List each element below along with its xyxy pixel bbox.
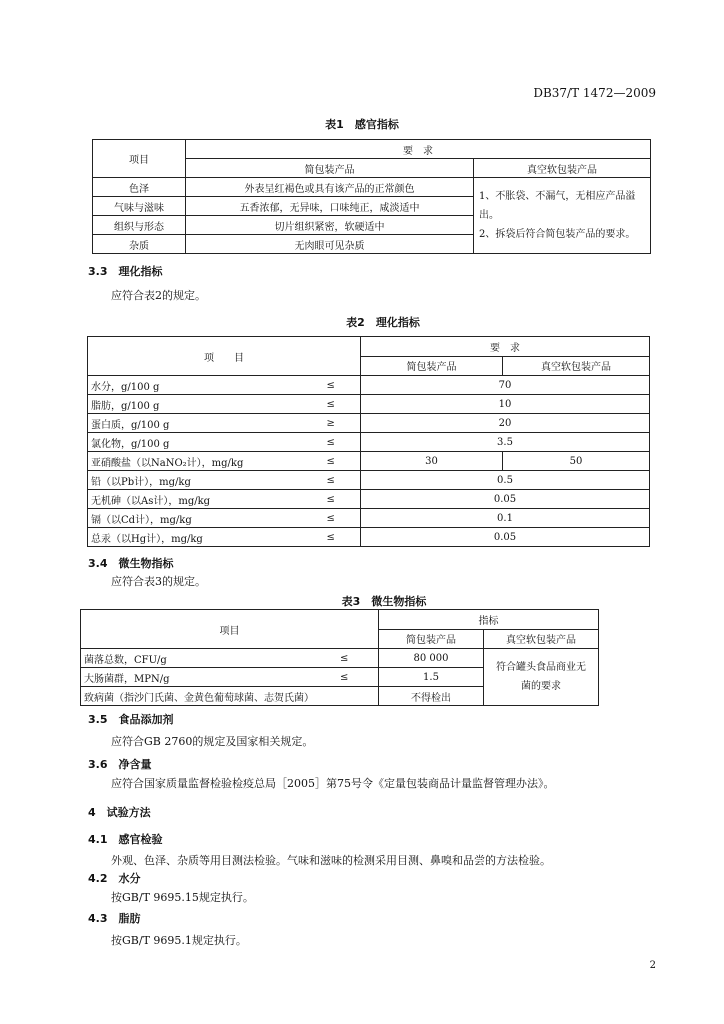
table2-physicochemical	[87, 336, 650, 547]
table2-value: 10	[361, 395, 650, 414]
table3-operator: ≤	[311, 668, 379, 687]
table3-value-can: 80 000	[379, 649, 484, 668]
table3-item: 菌落总数，CFU/g	[81, 649, 311, 668]
table2-operator: ≤	[302, 433, 361, 452]
section-4-3-text: 按GB/T 9695.1规定执行。	[111, 934, 247, 947]
table1-item: 组织与形态	[93, 216, 186, 235]
table2-value: 70	[361, 376, 650, 395]
table1-value: 切片组织紧密，软硬适中	[186, 216, 474, 235]
section-3-5-text: 应符合GB 2760的规定及国家相关规定。	[111, 735, 314, 748]
table2-value: 0.05	[361, 490, 650, 509]
table2-value-can: 30	[361, 452, 503, 471]
table3-vacuum-note: 符合罐头食品商业无菌的要求	[484, 649, 599, 706]
table1-value: 无肉眼可见杂质	[186, 235, 474, 254]
table2-operator: ≤	[302, 452, 361, 471]
section-3-4-text: 应符合表3的规定。	[111, 575, 206, 588]
table2-operator: ≤	[302, 376, 361, 395]
table2-value: 20	[361, 414, 650, 433]
section-3-3-text: 应符合表2的规定。	[111, 289, 206, 302]
table1-header-vacuum: 真空软包装产品	[474, 159, 651, 178]
table2-value: 0.5	[361, 471, 650, 490]
table1-header-requirement: 要 求	[186, 140, 651, 159]
table-row	[88, 490, 650, 509]
table1-header-item: 项目	[93, 140, 186, 178]
table1-sensory	[92, 139, 651, 254]
section-3-3-heading: 3.3 理化指标	[88, 265, 163, 278]
section-3-5-heading: 3.5 食品添加剂	[88, 713, 174, 726]
table1-value: 五香浓郁，无异味，口味纯正，咸淡适中	[186, 197, 474, 216]
table2-operator: ≤	[302, 490, 361, 509]
table2-header-item: 项 目	[88, 337, 361, 376]
section-3-6-text: 应符合国家质量监督检验检疫总局［2005］第75号令《定量包装商品计量监督管理办法》。	[111, 777, 555, 790]
table2-item: 水分，g/100 g	[88, 376, 302, 395]
table-row	[88, 376, 650, 395]
table-row	[88, 509, 650, 528]
table3-item: 致病菌（指沙门氏菌、金黄色葡萄球菌、志贺氏菌）	[81, 687, 379, 706]
table2-item: 总汞（以Hg计），mg/kg	[88, 528, 302, 547]
table-row	[88, 395, 650, 414]
table2-item: 脂肪，g/100 g	[88, 395, 302, 414]
table3-header-can: 简包装产品	[379, 629, 484, 649]
table3-header-vacuum: 真空软包装产品	[484, 629, 599, 649]
table3-header-indicator: 指标	[379, 610, 599, 630]
table2-header-vacuum: 真空软包装产品	[503, 356, 650, 376]
page-number: 2	[649, 960, 656, 971]
table2-value: 0.1	[361, 509, 650, 528]
table2-value: 3.5	[361, 433, 650, 452]
section-3-6-heading: 3.6 净含量	[88, 758, 152, 771]
table1-header-can: 简包装产品	[186, 159, 474, 178]
table2-item: 铅（以Pb计），mg/kg	[88, 471, 302, 490]
table3-item: 大肠菌群，MPN/g	[81, 668, 311, 687]
table-row	[93, 178, 651, 197]
table2-item: 蛋白质，g/100 g	[88, 414, 302, 433]
standard-code: DB37/T 1472—2009	[533, 86, 656, 100]
table-row	[88, 433, 650, 452]
section-4-2-text: 按GB/T 9695.15规定执行。	[111, 891, 254, 904]
section-4-3-heading: 4.3 脂肪	[88, 912, 141, 925]
table3-value-can: 1.5	[379, 668, 484, 687]
table2-header-requirement: 要 求	[361, 337, 650, 357]
section-4-1-heading: 4.1 感官检验	[88, 833, 163, 846]
table2-operator: ≤	[302, 528, 361, 547]
table1-value: 外表呈红褐色或具有该产品的正常颜色	[186, 178, 474, 197]
section-4-heading: 4 试验方法	[88, 806, 151, 819]
table3-value-can: 不得检出	[379, 687, 484, 706]
section-3-4-heading: 3.4 微生物指标	[88, 557, 174, 570]
table2-caption: 表2 理化指标	[346, 316, 420, 329]
table2-item: 亚硝酸盐（以NaNO₂计），mg/kg	[88, 452, 302, 471]
table2-operator: ≤	[302, 395, 361, 414]
table1-vacuum-note: 1、不胀袋、不漏气，无相应产品溢出。 2、拆袋后符合简包装产品的要求。	[474, 178, 651, 254]
table2-value: 0.05	[361, 528, 650, 547]
table2-item: 氯化物，g/100 g	[88, 433, 302, 452]
table3-caption: 表3 微生物指标	[341, 595, 427, 608]
table2-item: 无机砷（以As计），mg/kg	[88, 490, 302, 509]
table-row	[88, 452, 650, 471]
table-row	[88, 414, 650, 433]
section-4-1-text: 外观、色泽、杂质等用目测法检验。气味和滋味的检测采用目测、鼻嗅和品尝的方法检验。	[111, 854, 551, 867]
table2-operator: ≥	[302, 414, 361, 433]
table2-item: 镉（以Cd计），mg/kg	[88, 509, 302, 528]
table1-item: 杂质	[93, 235, 186, 254]
section-4-2-heading: 4.2 水分	[88, 872, 141, 885]
table-row	[88, 471, 650, 490]
table3-header-item: 项目	[81, 610, 379, 649]
table2-value-vacuum: 50	[503, 452, 650, 471]
table-row	[81, 649, 599, 668]
table2-operator: ≤	[302, 509, 361, 528]
table-row	[88, 528, 650, 547]
table2-header-can: 简包装产品	[361, 356, 503, 376]
table3-operator: ≤	[311, 649, 379, 668]
table1-item: 色泽	[93, 178, 186, 197]
table1-caption: 表1 感官指标	[325, 118, 399, 131]
table1-item: 气味与滋味	[93, 197, 186, 216]
table2-operator: ≤	[302, 471, 361, 490]
table3-microbial	[80, 609, 599, 706]
